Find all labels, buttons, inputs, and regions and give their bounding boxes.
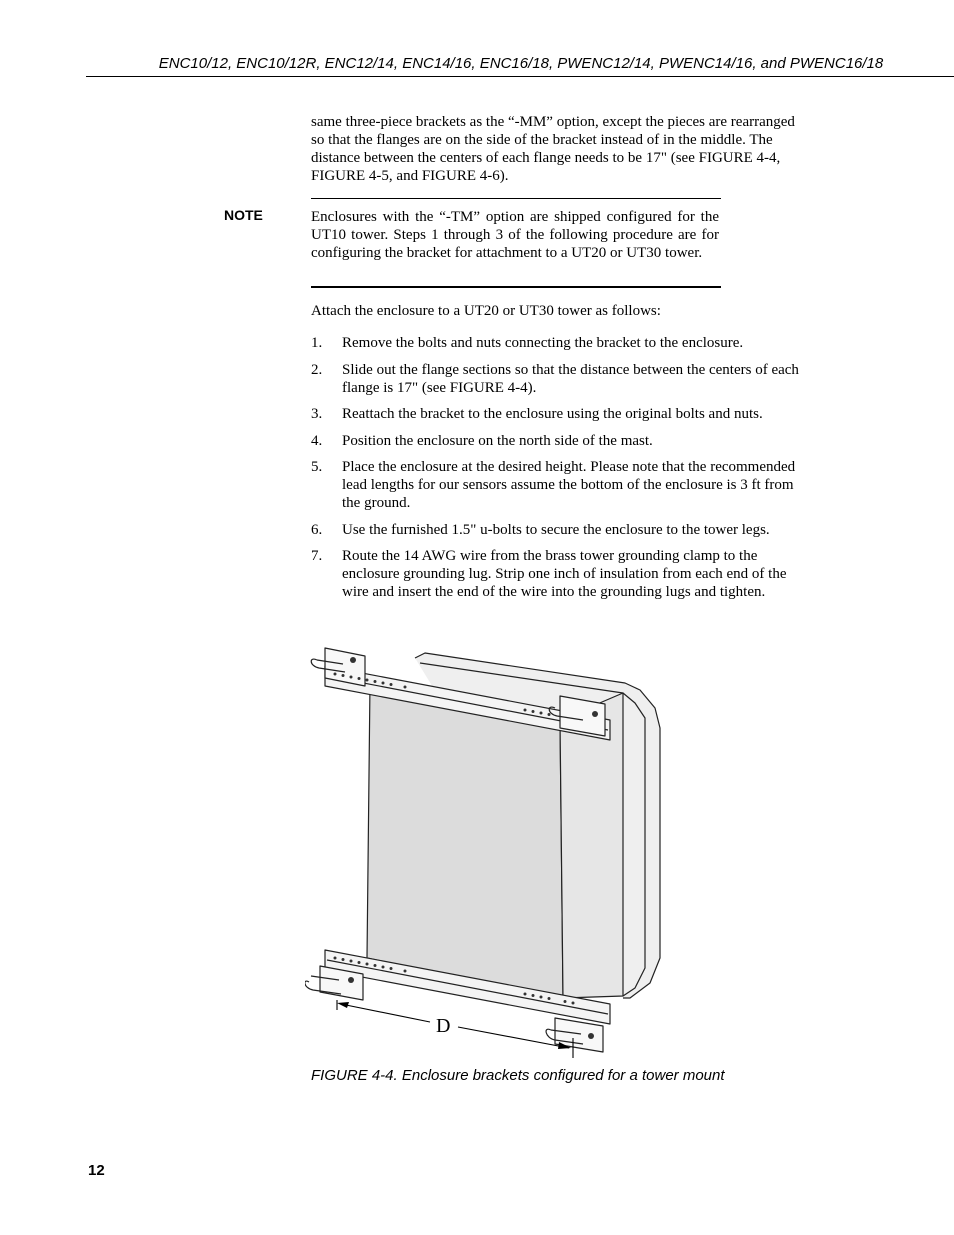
note-top-rule bbox=[311, 198, 721, 199]
step-item bbox=[311, 405, 811, 423]
step-number: 4. bbox=[311, 432, 323, 449]
step-item bbox=[311, 334, 811, 352]
step-item bbox=[311, 361, 811, 397]
step-text: Route the 14 AWG wire from the brass tower grounding clamp to the enclosure grounding lug. Strip one inch of insulation from each end of the wire and insert the end of the wire into the grounding lugs and tighten. bbox=[342, 548, 787, 600]
step-item bbox=[311, 521, 811, 539]
dimension-label: D bbox=[436, 1015, 451, 1037]
step-number: 7. bbox=[311, 548, 323, 564]
header-rule bbox=[86, 76, 954, 77]
page-number: 12 bbox=[88, 1162, 105, 1179]
enclosure-bracket-illustration bbox=[305, 638, 675, 1058]
attach-intro: Attach the enclosure to a UT20 or UT30 tower as follows: bbox=[311, 303, 661, 319]
step-text: Place the enclosure at the desired height. Please note that the recommended lead lengths for our sensors assume the bottom of the enclosure is 3 ft from the ground. bbox=[342, 459, 796, 511]
step-text: Slide out the flange sections so that the distance between the centers of each flange is 17" (see FIGURE 4-4). bbox=[342, 361, 799, 396]
step-number: 5. bbox=[311, 459, 323, 475]
running-header: ENC10/12, ENC10/12R, ENC12/14, ENC14/16, ENC16/18, PWENC12/14, PWENC14/16, and PWENC16/18 bbox=[158, 55, 884, 72]
step-number: 2. bbox=[311, 361, 323, 378]
note-bottom-rule bbox=[311, 286, 721, 288]
note-text: Enclosures with the “-TM” option are shipped configured for the UT10 tower. Steps 1 through 3 of the following procedure are for configuring the bracket for attachment to a UT20 or UT30 tower. bbox=[311, 209, 719, 261]
step-number: 6. bbox=[311, 521, 323, 538]
step-number: 3. bbox=[311, 406, 323, 422]
step-item bbox=[311, 458, 811, 512]
step-text: Remove the bolts and nuts connecting the bracket to the enclosure. bbox=[342, 335, 744, 351]
figure-caption: FIGURE 4-4. Enclosure brackets configured for a tower mount bbox=[311, 1067, 725, 1084]
intro-paragraph: same three-piece brackets as the “-MM” option, except the pieces are rearranged so that the flanges are on the side of the bracket instead of in the middle. The distance between the centers of each flange needs to be 17" (see FIGURE 4-4, FIGURE 4-5, and FIGURE 4-6). bbox=[311, 114, 795, 184]
step-text: Use the furnished 1.5" u-bolts to secure the enclosure to the tower legs. bbox=[342, 521, 770, 538]
note-label: NOTE bbox=[224, 207, 263, 223]
step-item bbox=[311, 432, 811, 450]
step-number: 1. bbox=[311, 335, 323, 351]
procedure-steps bbox=[311, 334, 811, 610]
step-text: Position the enclosure on the north side of the mast. bbox=[342, 432, 653, 449]
step-item bbox=[311, 547, 811, 601]
step-text: Reattach the bracket to the enclosure using the original bolts and nuts. bbox=[342, 406, 763, 422]
